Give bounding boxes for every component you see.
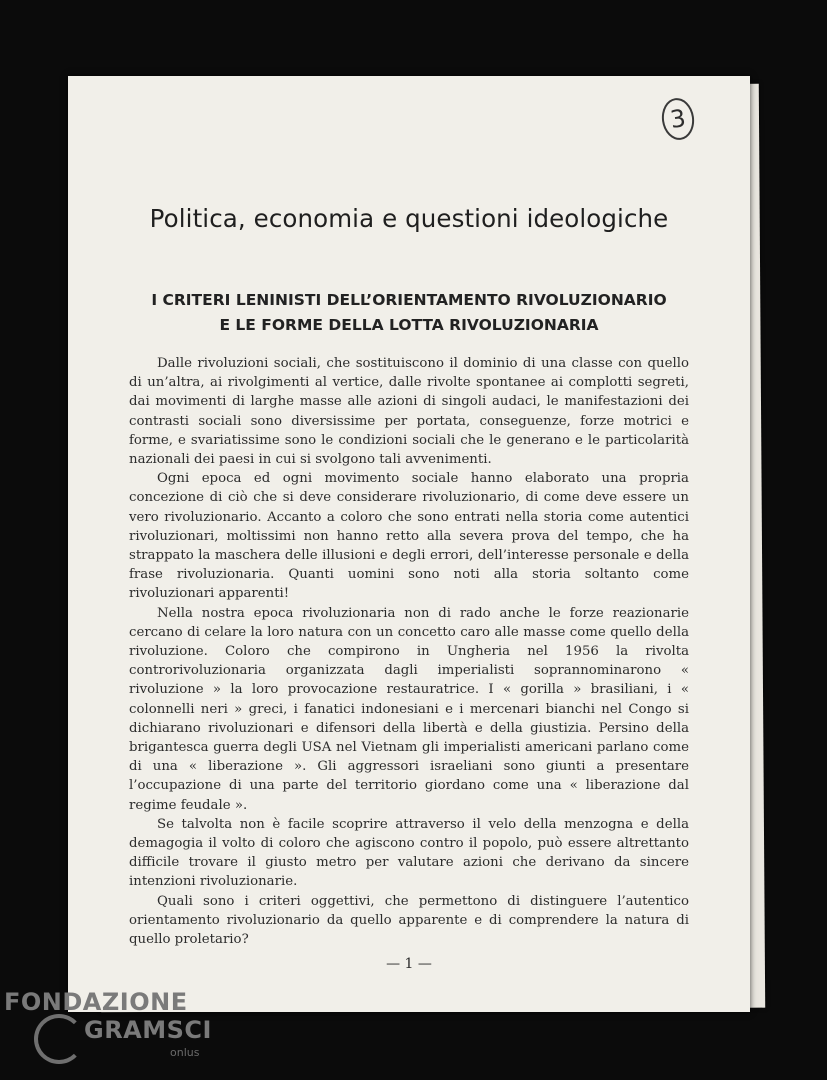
paragraph: Quali sono i criteri oggettivi, che permettono di distinguere l’autentico orientamento rivoluzionario da quello apparente e di comprendere la natura di quello proletario? [129,893,689,948]
watermark-line3: onlus [170,1046,200,1059]
watermark-line2: GRAMSCI [84,1016,212,1044]
article-title-line1: I CRITERI LENINISTI DELL’ORIENTAMENTO RIVOLUZIONARIO [151,291,667,309]
section-title: Politica, economia e questioni ideologiche [149,204,669,233]
watermark-line1: FONDAZIONE [4,988,188,1016]
paragraph: Ogni epoca ed ogni movimento sociale hanno elaborato una propria concezione di ciò che si deve considerare rivoluzionario, di come deve essere un vero rivoluzionario. Accanto a coloro che sono entrati nella storia come autentici rivoluzionari, moltissimi non hanno retto alla severa prova del tempo, che ha strappato la maschera delle illusioni e degli errori, dell’interesse personale e della frase rivoluzionaria. Quanti uomini sono noti alla storia soltanto come rivoluzionari apparenti! [129,471,689,602]
article-title-line2: E LE FORME DELLA LOTTA RIVOLUZIONARIA [219,316,599,334]
paragraph: Dalle rivoluzioni sociali, che sostituiscono il dominio di una classe con quello di un’altra, ai rivolgimenti al vertice, dalle rivolte spontanee ai complotti segreti, dai movimenti di larghe masse alle azioni di singoli audaci, le manifestazioni dei contrasti sociali sono diversissime per portata, conseguenze, forze motrici e forme, e svariatissime sono le condizioni sociali che le generano e le particolarità nazionali dei paesi in cui si svolgono tali avvenimenti. [129,356,689,468]
folio-mark: 3 [659,96,697,142]
watermark-g-icon [34,1014,84,1064]
page-number: — 1 — [386,956,432,972]
watermark-logo [4,988,224,1080]
paragraph: Se talvolta non è facile scoprire attraverso il velo della menzogna e della demagogia il volto di coloro che agiscono contro il popolo, può essere altrettanto difficile trovare il giusto metro per valutare azioni che derivano da sincere intenzioni rivoluzionarie. [129,816,689,890]
paragraph: Nella nostra epoca rivoluzionaria non di rado anche le forze reazionarie cercano di celare la loro natura con un concetto caro alle masse come quello della rivoluzione. Coloro che compirono in Ungheria nel 1956 la rivolta controrivoluzionaria organizzata dagli imperialisti soprannominarono « rivoluzione » la loro provocazione restauratrice. I « gorilla » brasiliani, i « colonnelli neri » greci, i fanatici indonesiani e i mercenari bianchi nel Congo si dichiarano rivoluzionari e difensori della libertà e della giustizia. Persino della brigantesca guerra degli USA nel Vietnam gli imperialisti americani parlano come di una « liberazione ». Gli aggressori israeliani sono giunti a presentare l’occupazione di una parte del territorio giordano come una « liberazione dal regime feudale ». [129,605,689,813]
article-title [68,288,750,338]
document-page [68,76,750,1012]
article-body [129,354,689,949]
